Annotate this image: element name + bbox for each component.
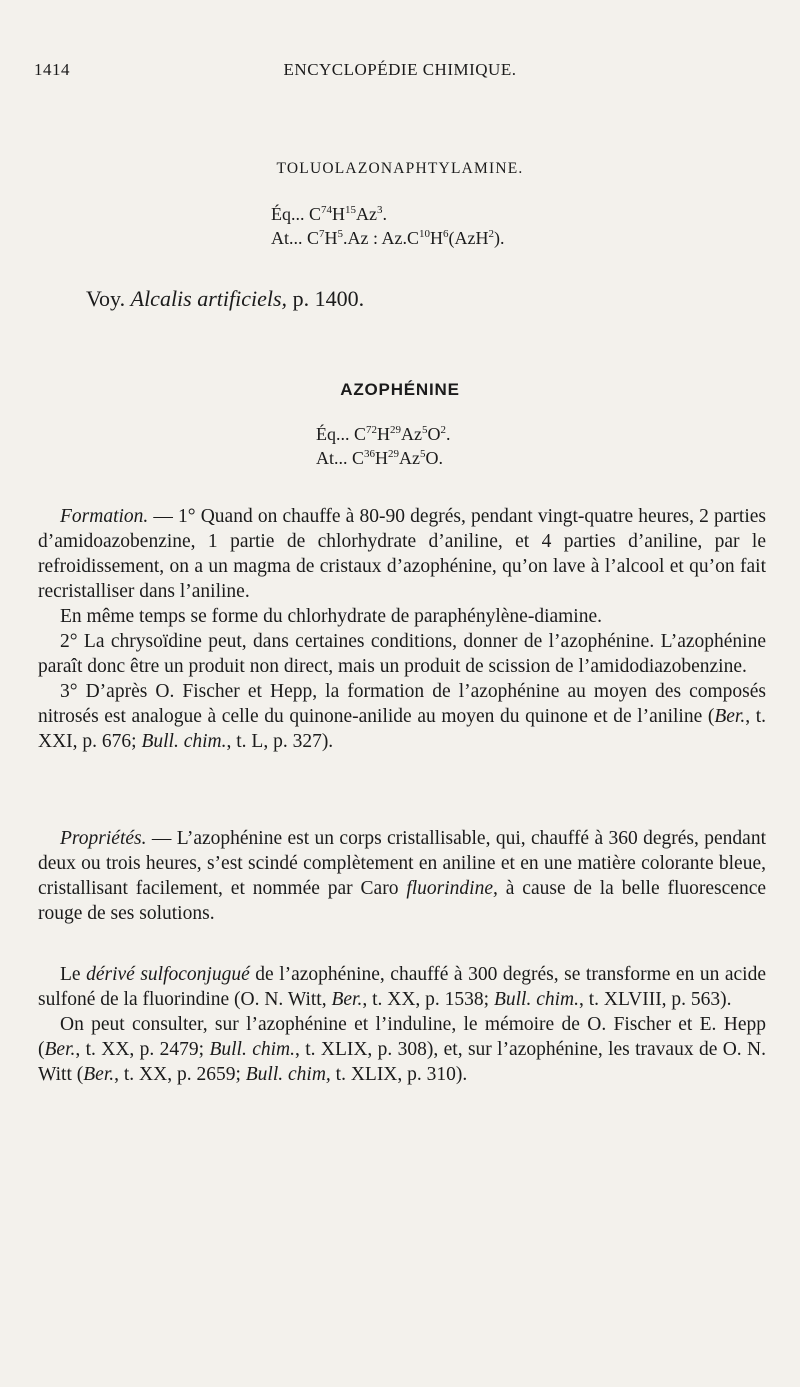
properties-paragraph: Propriétés. — L’azophénine est un corps cristallisable, qui, chauffé à 360 degrés, pendant deux ou trois heures, s’est scindé complètement en aniline et en une matière colorante bleue, cristallisant facilement, et nommée par Caro fluorindine, à cause de la belle fluorescence rouge de ses solutions. bbox=[38, 828, 766, 924]
properties-section bbox=[38, 826, 766, 926]
atomic-formula-2 bbox=[316, 448, 443, 469]
formation-paragraph: Formation. — 1° Quand on chauffe à 80-90 degrés, pendant vingt-quatre heures, 2 parties d’amidoazobenzine, 1 partie de chlorhydrate d’aniline, et 4 parties d’aniline, par le refroidissement, on a un magma de cristaux d’azophénine, qu’on lave à l’alcool et qu’on fait recristalliser dans l’aniline. bbox=[38, 506, 766, 602]
at-formula: $C^{36}H^{29}Az^5O$. bbox=[352, 448, 444, 468]
derivative-section bbox=[38, 962, 766, 1087]
formation-paragraph-3: 2° La chrysoïdine peut, dans certaines conditions, donner de l’azophénine. L’azophénine paraît donc être un produit non direct, mais un produit de scission de l’amidodiazobenzine. bbox=[38, 631, 766, 677]
section-title-toluolazonaphtylamine: TOLUOLAZONAPHTYLAMINE. bbox=[276, 160, 524, 177]
formation-section bbox=[38, 504, 766, 754]
page-number: 1414 bbox=[34, 60, 70, 79]
at-label: At... bbox=[316, 448, 348, 468]
formation-paragraph-4: 3° D’après O. Fischer et Hepp, la formation de l’azophénine au moyen des composés nitrosés est analogue à celle du quinone-anilide au moyen du quinone et de l’aniline (Ber., t. XXI, p. 676; Bull. chim., t. L, p. 327). bbox=[38, 681, 766, 752]
section-title-azophenine: AZOPHÉNINE bbox=[340, 380, 460, 399]
formation-paragraph-2: En même temps se forme du chlorhydrate de paraphénylène-diamine. bbox=[60, 606, 603, 627]
equivalent-formula-2 bbox=[316, 424, 451, 445]
eq-label: Éq... bbox=[271, 204, 305, 224]
consult-paragraph: On peut consulter, sur l’azophénine et l’induline, le mémoire de O. Fischer et E. Hepp (Ber., t. XX, p. 2479; Bull. chim., t. XLIX, p. 308), et, sur l’azophénine, les travaux de O. N. Witt (Ber., t. XX, p. 2659; Bull. chim, t. XLIX, p. 310). bbox=[38, 1014, 766, 1085]
equivalent-formula-1 bbox=[271, 204, 387, 225]
eq-label: Éq... bbox=[316, 424, 350, 444]
running-title: ENCYCLOPÉDIE CHIMIQUE. bbox=[283, 60, 517, 79]
voy-ref: Alcalis artificiels, bbox=[130, 286, 288, 311]
at-formula: $C^7H^5.Az$ : $Az.C^{10}H^6(AzH^2)$. bbox=[307, 228, 505, 248]
at-label: At... bbox=[271, 228, 303, 248]
voy-prefix: Voy. bbox=[86, 286, 131, 311]
eq-formula: $C^{74}H^{15}Az^3$. bbox=[309, 204, 388, 224]
page-header bbox=[34, 60, 766, 84]
voy-suffix: p. 1400. bbox=[287, 286, 365, 311]
see-reference bbox=[86, 286, 364, 312]
derivative-paragraph: Le dérivé sulfoconjugué de l’azophénine, chauffé à 300 degrés, se transforme en un acide sulfoné de la fluorindine (O. N. Witt, Ber., t. XX, p. 1538; Bull. chim., t. XLVIII, p. 563). bbox=[38, 964, 766, 1010]
eq-formula: $C^{72}H^{29}Az^5O^2$. bbox=[354, 424, 451, 444]
atomic-formula-1 bbox=[271, 228, 505, 249]
